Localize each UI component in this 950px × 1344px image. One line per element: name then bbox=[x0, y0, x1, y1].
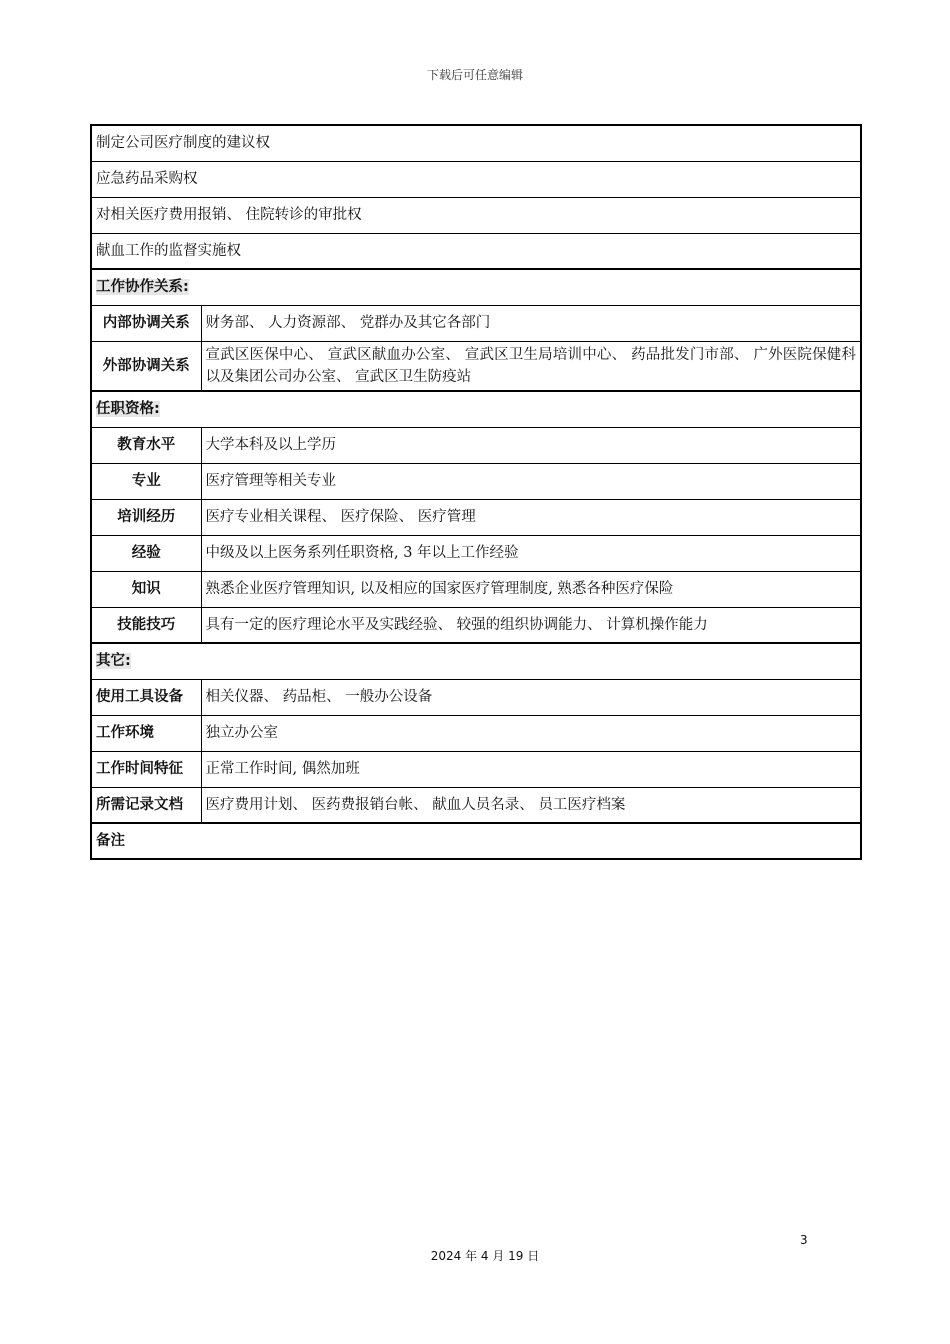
right-item: 制定公司医疗制度的建议权 bbox=[91, 125, 861, 161]
header-note: 下载后可任意编辑 bbox=[426, 68, 523, 82]
table-row bbox=[91, 751, 861, 787]
section-title-cooperation: 工作协作关系: bbox=[91, 269, 861, 305]
qualification-label: 经验 bbox=[91, 535, 201, 571]
table-row bbox=[91, 679, 861, 715]
job-description-table bbox=[90, 124, 862, 860]
qualification-label: 技能技巧 bbox=[91, 607, 201, 643]
table-row bbox=[91, 341, 861, 391]
table-row bbox=[91, 427, 861, 463]
table-row bbox=[91, 787, 861, 823]
rights-row bbox=[91, 197, 861, 233]
remarks-label: 备注 bbox=[91, 823, 861, 859]
table-row bbox=[91, 535, 861, 571]
rights-row bbox=[91, 233, 861, 269]
section-row bbox=[91, 269, 861, 305]
table-row bbox=[91, 463, 861, 499]
other-label: 所需记录文档 bbox=[91, 787, 201, 823]
external-value: 宣武区医保中心、 宣武区献血办公室、 宣武区卫生局培训中心、 药品批发门市部、 广外医院保健科以及集团公司办公室、 宣武区卫生防疫站 bbox=[201, 341, 861, 391]
qualification-value: 医疗管理等相关专业 bbox=[201, 463, 861, 499]
table-row bbox=[91, 571, 861, 607]
remarks-row bbox=[91, 823, 861, 859]
qualification-value: 具有一定的医疗理论水平及实践经验、 较强的组织协调能力、 计算机操作能力 bbox=[201, 607, 861, 643]
qualification-label: 知识 bbox=[91, 571, 201, 607]
qualification-value: 医疗专业相关课程、 医疗保险、 医疗管理 bbox=[201, 499, 861, 535]
qualification-value: 大学本科及以上学历 bbox=[201, 427, 861, 463]
other-label: 使用工具设备 bbox=[91, 679, 201, 715]
section-row bbox=[91, 643, 861, 679]
right-item: 献血工作的监督实施权 bbox=[91, 233, 861, 269]
internal-label: 内部协调关系 bbox=[91, 305, 201, 341]
qualification-label: 培训经历 bbox=[91, 499, 201, 535]
qualification-value: 熟悉企业医疗管理知识, 以及相应的国家医疗管理制度, 熟悉各种医疗保险 bbox=[201, 571, 861, 607]
other-label: 工作环境 bbox=[91, 715, 201, 751]
table-row bbox=[91, 499, 861, 535]
table-row bbox=[91, 715, 861, 751]
section-title-other: 其它: bbox=[91, 643, 861, 679]
other-value: 正常工作时间, 偶然加班 bbox=[201, 751, 861, 787]
qualification-value: 中级及以上医务系列任职资格, 3 年以上工作经验 bbox=[201, 535, 861, 571]
section-row bbox=[91, 391, 861, 427]
external-label: 外部协调关系 bbox=[91, 341, 201, 391]
section-title-qualifications: 任职资格: bbox=[91, 391, 861, 427]
rights-row bbox=[91, 125, 861, 161]
page-number: 3 bbox=[800, 1233, 808, 1247]
right-item: 应急药品采购权 bbox=[91, 161, 861, 197]
table-row bbox=[91, 305, 861, 341]
other-value: 相关仪器、 药品柜、 一般办公设备 bbox=[201, 679, 861, 715]
qualification-label: 专业 bbox=[91, 463, 201, 499]
table-row bbox=[91, 607, 861, 643]
qualification-label: 教育水平 bbox=[91, 427, 201, 463]
other-label: 工作时间特征 bbox=[91, 751, 201, 787]
internal-value: 财务部、 人力资源部、 党群办及其它各部门 bbox=[201, 305, 861, 341]
rights-row bbox=[91, 161, 861, 197]
other-value: 独立办公室 bbox=[201, 715, 861, 751]
footer-date: 2024 年 4 月 19 日 bbox=[430, 1249, 540, 1263]
other-value: 医疗费用计划、 医药费报销台帐、 献血人员名录、 员工医疗档案 bbox=[201, 787, 861, 823]
right-item: 对相关医疗费用报销、 住院转诊的审批权 bbox=[91, 197, 861, 233]
